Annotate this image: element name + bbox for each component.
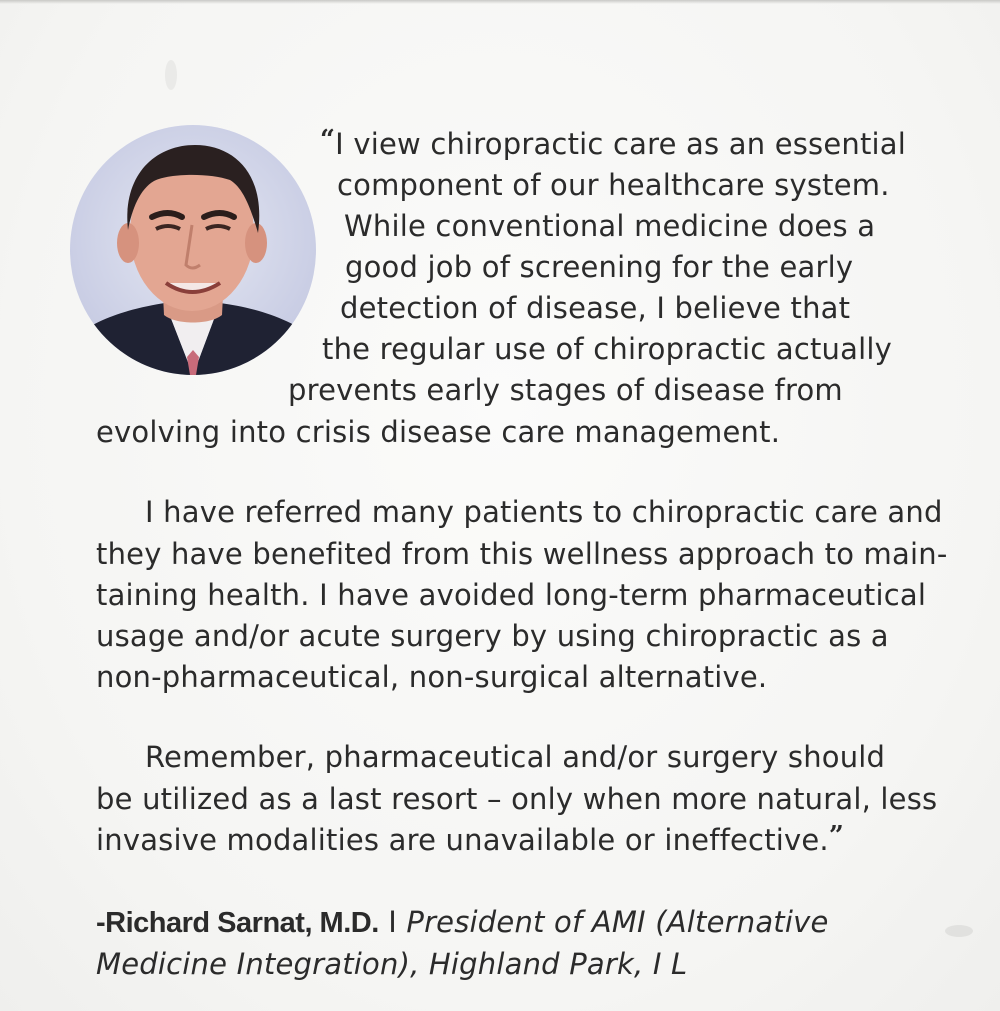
quote-line-6: the regular use of chiropractic actually: [322, 332, 892, 366]
paper-smudge: [945, 925, 973, 937]
quote-line-14: Remember, pharmaceutical and/or surgery should: [145, 740, 886, 774]
portrait-photo: [70, 125, 316, 375]
man-headshot-icon: [70, 125, 316, 375]
attribution-line-1: [96, 902, 829, 944]
close-quote-mark: ”: [828, 821, 845, 851]
paper-mark: [165, 60, 177, 90]
top-edge-line: [0, 0, 1000, 4]
quote-line-11: taining health. I have avoided long-term pharmaceutical: [96, 578, 927, 612]
quote-line-2: component of our healthcare system.: [337, 168, 890, 202]
quote-line-10: they have benefited from this wellness approach to main-: [96, 537, 948, 571]
open-quote-mark: “: [320, 125, 336, 155]
quote-line-7: prevents early stages of disease from: [288, 373, 843, 407]
quote-line-4: good job of screening for the early: [345, 250, 854, 284]
author-name: -Richard Sarnat, M.D.: [96, 907, 379, 939]
quote-line-9: I have referred many patients to chiropractic care and: [145, 495, 943, 529]
quote-line-1: [320, 124, 906, 167]
quote-line-8: evolving into crisis disease care management.: [96, 415, 781, 449]
quote-line-15: be utilized as a last resort – only when more natural, less: [96, 782, 938, 816]
author-title: President of AMI (Alternative: [406, 905, 829, 939]
quote-line-3: While conventional medicine does a: [344, 209, 876, 243]
quote-line-1-text: I view chiropractic care as an essential: [335, 127, 907, 161]
quote-line-16-text: invasive modalities are unavailable or ineffective.: [96, 823, 829, 857]
quote-line-5: detection of disease, I believe that: [340, 291, 851, 325]
quote-line-12: usage and/or acute surgery by using chiropractic as a: [96, 619, 889, 653]
attribution-line-2: Medicine Integration), Highland Park, I L: [96, 947, 688, 981]
attribution-separator: I: [378, 905, 407, 939]
quote-line-16: [96, 820, 844, 863]
quote-line-13: non-pharmaceutical, non-surgical alternative.: [96, 660, 768, 694]
